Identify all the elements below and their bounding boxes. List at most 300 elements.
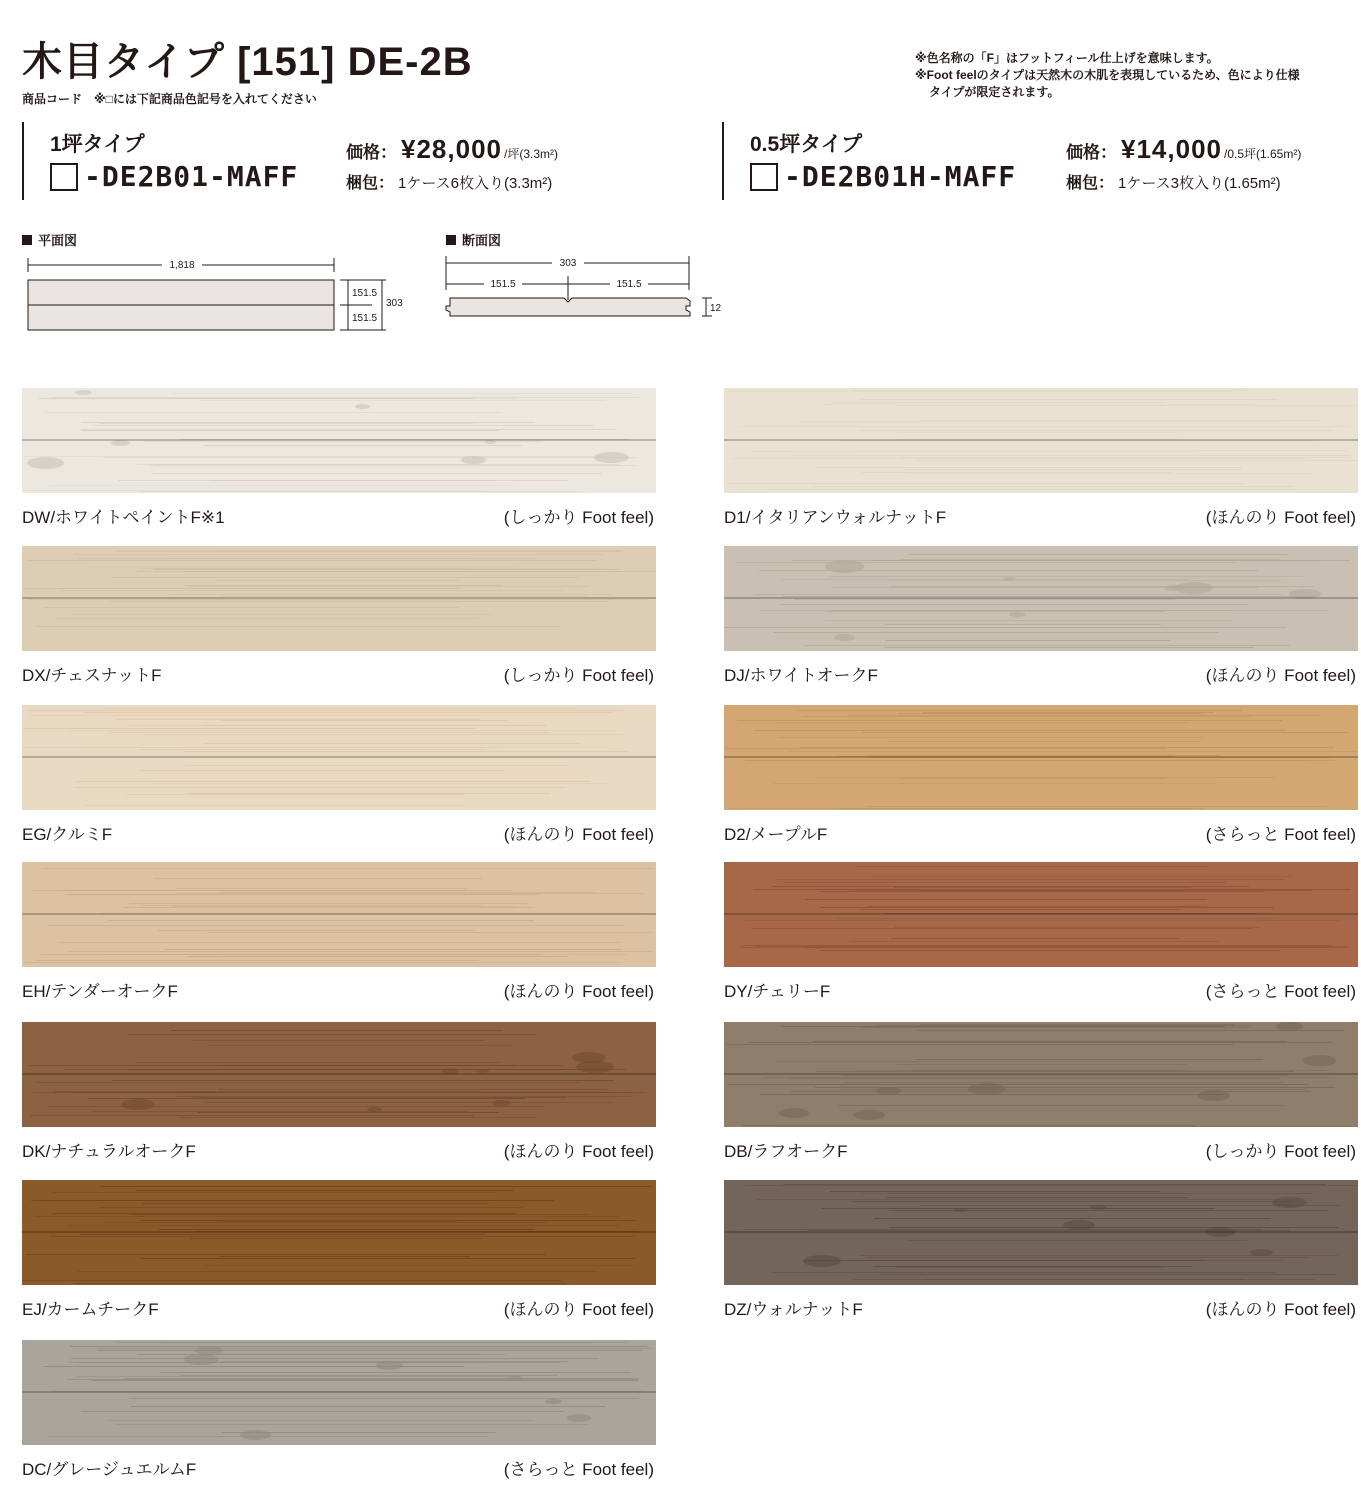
foot-feel-label: (しっかり Foot feel) — [1205, 1142, 1356, 1161]
wood-grain-line — [918, 1260, 1284, 1261]
wood-grain-line — [188, 586, 589, 587]
plank-seam — [22, 756, 656, 758]
wood-grain-line — [54, 618, 478, 619]
wood-grain-line — [140, 1220, 635, 1221]
pack-label: 梱包： — [1066, 175, 1115, 192]
wood-grain-line — [23, 1280, 561, 1281]
wood-knot — [954, 1208, 968, 1212]
wood-grain-line — [820, 907, 1274, 908]
wood-grain-line — [103, 1222, 546, 1223]
wood-grain-line — [757, 1199, 1278, 1200]
wood-grain-line — [161, 558, 537, 559]
plank-seam — [22, 1073, 656, 1075]
wood-grain-line — [184, 751, 629, 752]
note-line: ※色名称の「F」はフットフィール仕上げを意味します。 — [915, 51, 1219, 65]
wood-grain-line — [100, 1186, 652, 1187]
wood-grain-line — [850, 941, 1219, 942]
foot-feel-label: (さらっと Foot feel) — [503, 1460, 654, 1479]
plan-half1-label: 151.5 — [352, 288, 378, 299]
foot-feel-label: (ほんのり Foot feel) — [503, 1300, 654, 1319]
plan-heading — [22, 230, 77, 249]
wood-grain-line — [69, 951, 652, 952]
wood-grain-line — [861, 430, 1333, 431]
wood-grain-line — [752, 928, 1252, 929]
type-block-1tsubo — [22, 122, 662, 200]
wood-grain-line — [130, 1214, 590, 1215]
wood-swatch — [724, 862, 1358, 967]
wood-grain-line — [894, 887, 1191, 888]
wood-swatch — [22, 862, 656, 967]
wood-knot — [803, 1255, 841, 1267]
color-name-label: D1/イタリアンウォルナットF — [724, 508, 947, 527]
wood-knot — [1164, 585, 1184, 591]
wood-grain-line — [745, 920, 1339, 921]
wood-grain-line — [805, 899, 1207, 900]
pack-value: 1ケース6枚入り(3.3m²) — [398, 175, 553, 192]
color-name-label: D2/メープルF — [724, 825, 828, 844]
wood-grain-line — [161, 568, 606, 569]
wood-grain-line — [890, 586, 1314, 587]
wood-grain-line — [207, 1045, 511, 1046]
wood-grain-line — [813, 486, 1293, 487]
wood-grain-line — [789, 751, 1357, 752]
section-thickness-label: 12 — [710, 303, 722, 314]
wood-grain-line — [830, 1191, 1160, 1192]
wood-knot — [594, 452, 629, 463]
color-name-label: DC/グレージュエルムF — [22, 1460, 197, 1479]
wood-grain-line — [71, 1358, 598, 1359]
wood-grain-line — [76, 1376, 520, 1377]
wood-grain-line — [221, 720, 508, 721]
wood-grain-line — [176, 1096, 631, 1097]
wood-knot — [1003, 577, 1015, 581]
wood-grain-line — [78, 1362, 560, 1363]
color-name-label: DX/チェスナットF — [22, 666, 162, 685]
wood-grain-line — [897, 1064, 1188, 1065]
wood-grain-line — [898, 432, 1177, 433]
wood-knot — [75, 390, 92, 395]
color-name-label: DW/ホワイトペイントF※1 — [22, 508, 225, 527]
wood-grain-line — [82, 430, 499, 431]
wood-grain-line — [144, 734, 623, 735]
wood-grain-line — [43, 868, 654, 869]
wood-grain-line — [885, 640, 1171, 641]
price-unit: /0.5坪(1.65m²) — [1223, 147, 1302, 161]
wood-knot — [492, 1100, 511, 1106]
plank-seam — [724, 1073, 1358, 1075]
wood-grain-line — [139, 749, 486, 750]
wood-grain-line — [901, 778, 1165, 779]
wood-grain-line — [171, 1030, 502, 1031]
wood-grain-line — [170, 594, 612, 595]
wood-grain-line — [820, 891, 1265, 892]
wood-grain-line — [862, 1193, 1312, 1194]
wood-grain-line — [99, 423, 473, 424]
wood-grain-line — [173, 393, 631, 394]
price-value: ¥28,000 — [401, 134, 502, 164]
wood-grain-line — [99, 1207, 524, 1208]
wood-grain-line — [117, 551, 622, 552]
foot-feel-label: (ほんのり Foot feel) — [1205, 666, 1356, 685]
wood-grain-line — [65, 1069, 626, 1070]
wood-grain-line — [70, 614, 493, 615]
wood-grain-line — [126, 794, 464, 795]
wood-grain-line — [117, 1424, 587, 1425]
wood-grain-line — [725, 391, 1236, 392]
wood-knot — [1009, 612, 1026, 617]
pack-value: 1ケース3枚入り(1.65m²) — [1118, 175, 1281, 192]
color-code-box — [750, 163, 778, 191]
wood-grain-line — [67, 730, 615, 731]
wood-grain-line — [857, 866, 1207, 867]
wood-grain-line — [903, 469, 1241, 470]
type-name: 0.5坪タイプ — [750, 133, 863, 156]
wood-grain-line — [740, 426, 1350, 427]
wood-grain-line — [906, 473, 1314, 474]
wood-grain-line — [874, 1218, 1271, 1219]
wood-grain-line — [164, 949, 622, 950]
wood-knot — [376, 1361, 403, 1370]
wood-grain-line — [103, 457, 636, 458]
wood-knot — [1063, 1220, 1095, 1230]
wood-swatch — [724, 546, 1358, 651]
color-name-label: EG/クルミF — [22, 825, 113, 844]
wood-grain-line — [745, 760, 1307, 761]
wood-knot — [240, 1430, 271, 1440]
wood-knot — [825, 560, 864, 573]
wood-grain-line — [891, 938, 1179, 939]
wood-grain-line — [916, 1059, 1263, 1060]
wood-knot — [27, 457, 64, 469]
wood-grain-line — [126, 725, 524, 726]
foot-feel-label: (さらっと Foot feel) — [1205, 982, 1356, 1001]
color-name-label: DK/ナチュラルオークF — [22, 1142, 196, 1161]
wood-grain-line — [142, 1203, 489, 1204]
wood-swatch — [22, 1180, 656, 1285]
wood-grain-line — [862, 732, 1347, 733]
section-heading-text: 断面図 — [462, 233, 502, 248]
wood-grain-line — [41, 954, 541, 955]
foot-feel-label: (しっかり Foot feel) — [503, 508, 654, 527]
product-code — [750, 160, 1016, 193]
wood-swatch — [724, 1022, 1358, 1127]
wood-grain-line — [822, 1208, 1215, 1209]
type-block-half-tsubo — [722, 122, 1361, 200]
wood-grain-line — [129, 1398, 639, 1399]
wood-knot — [355, 404, 370, 409]
wood-grain-line — [113, 577, 579, 578]
wood-grain-line — [217, 580, 461, 581]
wood-grain-line — [70, 1346, 648, 1347]
wood-grain-line — [109, 601, 608, 602]
wood-grain-line — [860, 399, 1277, 400]
wood-grain-line — [66, 1225, 620, 1226]
wood-knot — [545, 1399, 562, 1404]
wood-grain-line — [783, 882, 1226, 883]
wood-grain-line — [204, 445, 522, 446]
wood-knot — [968, 1083, 1005, 1095]
wood-grain-line — [129, 708, 578, 709]
plank-seam — [724, 1231, 1358, 1233]
wood-grain-line — [917, 1030, 1344, 1031]
plan-half2-label: 151.5 — [352, 313, 378, 324]
wood-knot — [1272, 1197, 1307, 1208]
wood-grain-line — [884, 647, 1253, 648]
wood-grain-line — [754, 730, 1286, 731]
plan-total-label: 303 — [386, 298, 403, 309]
wood-grain-line — [776, 722, 1189, 723]
notes-block — [915, 50, 1300, 101]
wood-grain-line — [152, 783, 609, 784]
wood-grain-line — [31, 1200, 487, 1201]
color-code-box — [50, 163, 78, 191]
note-line: ※Foot feelのタイプは天然木の木肌を表現しているため、色により仕様 — [915, 68, 1300, 82]
wood-grain-line — [915, 460, 1358, 461]
wood-grain-line — [220, 956, 558, 957]
wood-grain-line — [216, 1354, 506, 1355]
wood-grain-line — [128, 1034, 536, 1035]
wood-grain-line — [803, 645, 1290, 646]
wood-grain-line — [866, 1257, 1310, 1258]
wood-swatch — [22, 388, 656, 493]
wood-grain-line — [182, 1092, 629, 1093]
wood-grain-line — [726, 748, 1166, 749]
wood-knot — [834, 634, 855, 641]
wood-grain-line — [22, 588, 459, 589]
plank-seam — [22, 439, 656, 441]
price-unit: /坪(3.3m²) — [503, 147, 558, 161]
wood-grain-line — [862, 1027, 1252, 1028]
wood-grain-line — [97, 1350, 642, 1351]
wood-grain-line — [53, 1192, 497, 1193]
wood-grain-line — [204, 1102, 614, 1103]
color-name-label: DJ/ホワイトオークF — [724, 666, 878, 685]
wood-grain-line — [158, 1229, 534, 1230]
square-bullet-icon — [22, 235, 32, 245]
wood-knot — [853, 1110, 885, 1120]
wood-grain-line — [219, 1256, 470, 1257]
color-name-label: DZ/ウォルナットF — [724, 1300, 863, 1319]
wood-grain-line — [135, 1062, 500, 1063]
section-diagram — [440, 250, 740, 330]
wood-grain-line — [852, 1201, 1290, 1202]
wood-knot — [184, 1354, 219, 1365]
wood-grain-line — [35, 1216, 620, 1217]
wood-swatch — [724, 1180, 1358, 1285]
foot-feel-label: (ほんのり Foot feel) — [503, 825, 654, 844]
wood-grain-line — [766, 489, 1297, 490]
price-value: ¥14,000 — [1121, 134, 1222, 164]
wood-grain-line — [805, 947, 1327, 948]
plan-diagram — [22, 250, 422, 340]
wood-grain-line — [176, 888, 467, 889]
wood-grain-line — [793, 455, 1352, 456]
wood-grain-line — [199, 400, 606, 401]
wood-grain-line — [813, 1041, 1287, 1042]
plan-heading-text: 平面図 — [38, 233, 78, 248]
type-name: 1坪タイプ — [50, 133, 145, 156]
wood-grain-line — [85, 712, 612, 713]
wood-grain-line — [26, 1254, 546, 1255]
wood-grain-line — [37, 626, 559, 627]
wood-grain-line — [211, 480, 568, 481]
wood-knot — [507, 1376, 523, 1381]
wood-grain-line — [35, 1082, 581, 1083]
section-half2-label: 151.5 — [616, 279, 642, 290]
wood-grain-line — [772, 886, 1249, 887]
wood-grain-line — [207, 932, 651, 933]
wood-grain-line — [817, 467, 1242, 468]
wood-grain-line — [217, 1221, 457, 1222]
wood-grain-line — [78, 747, 610, 748]
foot-feel-label: (さらっと Foot feel) — [1205, 825, 1356, 844]
wood-grain-line — [154, 569, 619, 570]
wood-grain-line — [96, 1348, 651, 1349]
wood-grain-line — [754, 594, 1282, 595]
wood-grain-line — [37, 960, 479, 961]
section-half1-label: 151.5 — [490, 279, 516, 290]
wood-knot — [1276, 1022, 1303, 1031]
wood-grain-line — [190, 1238, 482, 1239]
wood-grain-line — [74, 1283, 567, 1284]
wood-grain-line — [192, 1040, 484, 1041]
wood-grain-line — [871, 876, 1292, 877]
section-total-label: 303 — [559, 258, 577, 269]
wood-grain-line — [74, 554, 604, 555]
wood-grain-line — [859, 909, 1181, 910]
wood-grain-line — [28, 710, 623, 711]
wood-grain-line — [728, 483, 1244, 484]
wood-swatch — [724, 388, 1358, 493]
wood-grain-line — [185, 765, 568, 766]
wood-grain-line — [88, 1098, 525, 1099]
wood-grain-line — [179, 1117, 536, 1118]
color-name-label: DY/チェリーF — [724, 982, 831, 1001]
wood-knot — [1250, 1249, 1273, 1256]
wood-grain-line — [790, 1091, 1310, 1092]
wood-grain-line — [732, 458, 1307, 459]
wood-grain-line — [92, 1380, 638, 1381]
wood-grain-line — [197, 1112, 499, 1113]
wood-swatch — [22, 705, 656, 810]
wood-grain-line — [45, 412, 501, 413]
wood-knot — [576, 1061, 614, 1073]
product-code-note: 商品コード ※□には下記商品色記号を入れてください — [22, 92, 317, 106]
wood-grain-line — [107, 920, 534, 921]
plank-seam — [22, 1391, 656, 1393]
wood-grain-line — [741, 945, 1331, 946]
square-bullet-icon — [446, 235, 456, 245]
wood-grain-line — [61, 590, 563, 591]
wood-grain-line — [877, 1025, 1251, 1026]
wood-grain-line — [109, 1420, 533, 1421]
wood-swatch — [22, 546, 656, 651]
wood-knot — [567, 1414, 591, 1422]
price-row — [1066, 134, 1301, 165]
wood-grain-line — [737, 720, 1282, 721]
page-title: 木目タイプ [151] DE-2B — [22, 40, 473, 84]
product-code-text: -DE2B01-MAFF — [84, 160, 299, 193]
wood-grain-line — [193, 1097, 566, 1098]
wood-grain-line — [799, 421, 1259, 422]
wood-grain-line — [724, 627, 1286, 628]
foot-feel-label: (しっかり Foot feel) — [503, 666, 654, 685]
wood-grain-line — [156, 464, 619, 465]
wood-grain-line — [62, 890, 466, 891]
wood-grain-line — [759, 610, 1328, 611]
wood-grain-line — [80, 1234, 485, 1235]
wood-grain-line — [852, 1279, 1244, 1280]
wood-grain-line — [28, 560, 596, 561]
wood-grain-line — [145, 441, 541, 442]
wood-grain-line — [816, 1071, 1294, 1072]
wood-grain-line — [825, 620, 1233, 621]
wood-knot — [1090, 1205, 1107, 1210]
plank-seam — [724, 597, 1358, 599]
wood-grain-line — [80, 429, 616, 430]
wood-grain-line — [76, 787, 565, 788]
plank-seam — [724, 756, 1358, 758]
foot-feel-label: (ほんのり Foot feel) — [1205, 508, 1356, 527]
wood-grain-line — [78, 1271, 598, 1272]
wood-grain-line — [164, 1342, 630, 1343]
wood-grain-line — [39, 398, 474, 399]
wood-grain-line — [789, 1078, 1281, 1079]
wood-grain-line — [141, 905, 482, 906]
wood-grain-line — [29, 715, 601, 716]
wood-grain-line — [898, 713, 1203, 714]
wood-grain-line — [152, 473, 602, 474]
wood-grain-line — [825, 611, 1164, 612]
wood-grain-line — [150, 465, 635, 466]
wood-grain-line — [729, 808, 1205, 809]
plan-length-label: 1,818 — [169, 260, 195, 271]
wood-knot — [1197, 1090, 1230, 1101]
plank-seam — [22, 913, 656, 915]
wood-grain-line — [909, 554, 1288, 555]
wood-grain-line — [775, 879, 1285, 880]
wood-grain-line — [836, 918, 1278, 919]
wood-knot — [195, 1346, 223, 1355]
wood-grain-line — [158, 930, 475, 931]
pack-label: 梱包： — [346, 175, 395, 192]
wood-grain-line — [48, 925, 625, 926]
wood-grain-line — [867, 806, 1327, 807]
wood-grain-line — [745, 1185, 1356, 1186]
wood-grain-line — [65, 894, 539, 895]
wood-grain-line — [895, 405, 1357, 406]
wood-grain-line — [820, 404, 1253, 405]
wood-knot — [461, 456, 486, 464]
plank-seam — [22, 1231, 656, 1233]
wood-grain-line — [841, 1089, 1306, 1090]
wood-grain-line — [908, 1240, 1247, 1241]
plank-seam — [724, 913, 1358, 915]
wood-grain-line — [775, 1126, 1353, 1127]
wood-grain-line — [139, 770, 505, 771]
wood-grain-line — [50, 1236, 635, 1237]
wood-swatch — [22, 1022, 656, 1127]
wood-grain-line — [763, 1077, 1334, 1078]
wood-grain-line — [751, 451, 1196, 452]
wood-grain-line — [774, 1061, 1255, 1062]
wood-grain-line — [24, 962, 622, 963]
wood-grain-line — [848, 715, 1321, 716]
wood-grain-line — [141, 1258, 635, 1259]
wood-grain-line — [727, 1084, 1309, 1085]
wood-grain-line — [53, 1213, 516, 1214]
wood-grain-line — [76, 781, 590, 782]
